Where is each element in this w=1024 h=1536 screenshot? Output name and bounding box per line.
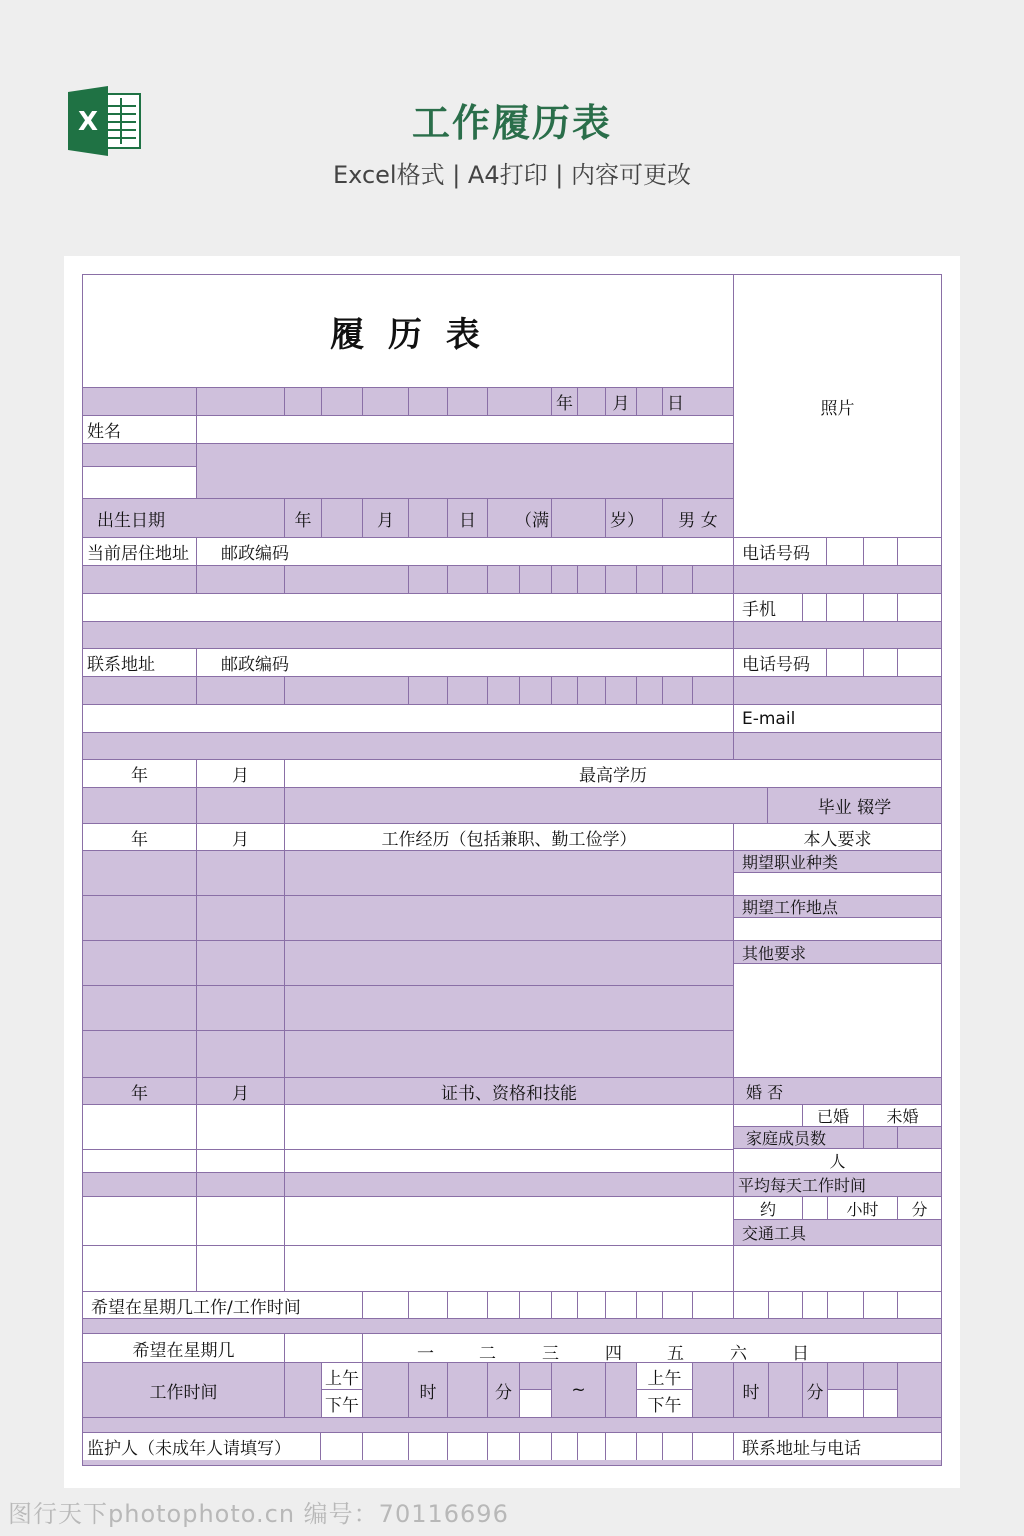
weekday-pref-cell[interactable]: [733, 1291, 769, 1319]
postal-code-cell[interactable]: [636, 676, 663, 705]
date-cell[interactable]: [196, 387, 285, 416]
personal-requirements-header: 本人要求: [733, 823, 942, 851]
postal-code-cell[interactable]: [662, 676, 693, 705]
pm-2-label[interactable]: 下午: [636, 1389, 693, 1418]
work-month-field[interactable]: [196, 940, 285, 986]
date-cell[interactable]: [636, 387, 663, 416]
date-day-label: 日: [662, 387, 734, 416]
work-time-cell[interactable]: [863, 1389, 898, 1418]
guardian-cell[interactable]: [577, 1432, 606, 1461]
work-year-field[interactable]: [82, 940, 197, 986]
cert-year-field[interactable]: [82, 1149, 197, 1173]
postal-code-cell[interactable]: [605, 676, 637, 705]
weekday-sat[interactable]: 六: [730, 1344, 747, 1363]
gender-label[interactable]: 男 女: [662, 498, 734, 538]
family-count-cell[interactable]: [863, 1126, 898, 1149]
weekday-pref-cell[interactable]: [408, 1291, 448, 1319]
cert-field[interactable]: [284, 1196, 734, 1246]
guardian-cell[interactable]: [692, 1432, 734, 1461]
postal-code-cell[interactable]: [82, 676, 197, 705]
postal-code-cell[interactable]: [284, 565, 409, 594]
name-extra-cell[interactable]: [82, 443, 197, 467]
postal-code-cell[interactable]: [519, 565, 552, 594]
weekday-pref-cell[interactable]: [827, 1291, 864, 1319]
work-history-header: 工作经历（包括兼职、勤工俭学）: [284, 823, 734, 851]
weekday-pref-cell[interactable]: [692, 1291, 734, 1319]
weekday-label: 希望在星期几: [82, 1333, 285, 1363]
date-cell[interactable]: [362, 387, 409, 416]
phone-cell[interactable]: [863, 537, 898, 566]
email-label: E-mail: [733, 704, 942, 733]
other-requirements-field[interactable]: [733, 963, 942, 1078]
cert-field[interactable]: [284, 1245, 734, 1292]
cert-field[interactable]: [284, 1104, 734, 1150]
work-time-cell[interactable]: [605, 1362, 637, 1418]
work-time-cell[interactable]: [519, 1362, 552, 1390]
work-history-field[interactable]: [284, 895, 734, 941]
postal-code-cell[interactable]: [577, 565, 606, 594]
mobile-cell[interactable]: [897, 593, 942, 622]
postal-code-cell[interactable]: [82, 565, 197, 594]
hour-label: 时: [408, 1362, 448, 1418]
family-count-label: 家庭成员数: [733, 1126, 864, 1149]
work-year-field[interactable]: [82, 1030, 197, 1078]
guardian-cell[interactable]: [362, 1432, 409, 1461]
weekday-pref-cell[interactable]: [447, 1291, 488, 1319]
work-time-label: 工作时间: [82, 1362, 285, 1418]
date-cell[interactable]: [82, 387, 197, 416]
phone-cell[interactable]: [826, 537, 864, 566]
cert-field[interactable]: [284, 1149, 734, 1173]
name-reading-field[interactable]: [196, 443, 734, 499]
other-requirements-label: 其他要求: [733, 940, 942, 964]
work-time-cell[interactable]: [692, 1362, 734, 1418]
birth-day-label: 日: [447, 498, 488, 538]
contact-address-field[interactable]: [82, 704, 734, 733]
current-address-extra[interactable]: [82, 621, 734, 649]
work-time-cell[interactable]: [447, 1362, 488, 1418]
cert-year-header: 年: [82, 1077, 197, 1105]
weekday-pref-cell[interactable]: [551, 1291, 578, 1319]
am-2-label[interactable]: 上午: [636, 1362, 693, 1390]
work-year-field[interactable]: [82, 850, 197, 896]
weekday-tue[interactable]: 二: [479, 1344, 496, 1363]
certificates-header: 证书、资格和技能: [284, 1077, 734, 1105]
weekday-fri[interactable]: 五: [667, 1344, 684, 1363]
postal-code-cell[interactable]: [284, 676, 409, 705]
mobile-label: 手机: [733, 593, 803, 622]
guardian-cell[interactable]: [408, 1432, 448, 1461]
edu-month-header: 月: [196, 759, 285, 788]
approx-label: 约: [733, 1196, 803, 1220]
person-unit: 人: [733, 1148, 942, 1173]
date-cell[interactable]: [487, 387, 552, 416]
birth-year-field[interactable]: [321, 498, 363, 538]
cert-month-field[interactable]: [196, 1245, 285, 1292]
weekday-pref-cell[interactable]: [863, 1291, 898, 1319]
work-month-field[interactable]: [196, 1030, 285, 1078]
work-time-cell[interactable]: [827, 1389, 864, 1418]
pm-label[interactable]: 下午: [321, 1389, 363, 1418]
cert-year-field[interactable]: [82, 1104, 197, 1150]
svg-text:X: X: [77, 107, 99, 137]
work-history-field[interactable]: [284, 1030, 734, 1078]
phone-cell[interactable]: [897, 537, 942, 566]
desired-location-label: 期望工作地点: [733, 895, 942, 918]
work-time-cell[interactable]: [362, 1362, 409, 1418]
phone-cell[interactable]: [897, 648, 942, 677]
weekday-pref-cell[interactable]: [662, 1291, 693, 1319]
postal-code-cell[interactable]: [447, 565, 488, 594]
work-history-field[interactable]: [284, 940, 734, 986]
cert-year-field[interactable]: [82, 1245, 197, 1292]
weekday-pref-cell[interactable]: [362, 1291, 409, 1319]
date-year-label: 年: [551, 387, 578, 416]
postal-code-cell[interactable]: [487, 565, 520, 594]
graduation-status[interactable]: 毕业 辍学: [767, 787, 942, 824]
postal-code-cell[interactable]: [577, 676, 606, 705]
cert-month-field[interactable]: [196, 1172, 285, 1197]
weekday-thu[interactable]: 四: [605, 1344, 622, 1363]
highest-education-header: 最高学历: [284, 759, 942, 788]
guardian-cell[interactable]: [551, 1432, 578, 1461]
postal-code-cell[interactable]: [487, 676, 520, 705]
birth-month-field[interactable]: [408, 498, 448, 538]
work-year-header: 年: [82, 823, 197, 851]
weekday-pref-cell[interactable]: [519, 1291, 552, 1319]
unmarried-option[interactable]: 未婚: [863, 1104, 942, 1127]
page-title: 工作履历表: [411, 101, 612, 145]
phone-cell[interactable]: [863, 648, 898, 677]
postal-code-cell[interactable]: [692, 565, 734, 594]
weekday-mon[interactable]: 一: [417, 1344, 434, 1363]
age-close-label: 岁）: [605, 498, 663, 538]
phone-extra-cell[interactable]: [733, 565, 942, 594]
work-time-cell[interactable]: [284, 1362, 322, 1418]
guardian-cell[interactable]: [487, 1432, 520, 1461]
education-field[interactable]: [284, 787, 768, 824]
weekday-pref-cell[interactable]: [636, 1291, 663, 1319]
weekday-pref-cell[interactable]: [897, 1291, 942, 1319]
edu-year-field[interactable]: [82, 787, 197, 824]
postal-code-cell[interactable]: [551, 676, 578, 705]
weekday-pref-cell[interactable]: [487, 1291, 520, 1319]
work-year-field[interactable]: [82, 985, 197, 1031]
work-time-cell[interactable]: [827, 1362, 864, 1390]
postal-code-cell[interactable]: [605, 565, 637, 594]
email-field[interactable]: [733, 732, 942, 760]
desired-job-type-field[interactable]: [733, 872, 942, 896]
form-title: 履 历 表: [82, 274, 734, 388]
name-field[interactable]: [196, 415, 734, 444]
postal-code-cell[interactable]: [408, 676, 448, 705]
postal-code-cell[interactable]: [408, 565, 448, 594]
age-open-label: （满: [487, 498, 552, 538]
photo-box[interactable]: 照片: [733, 274, 942, 538]
page-subtitle: Excel格式 | A4打印 | 内容可更改: [333, 161, 691, 189]
date-month-label: 月: [605, 387, 637, 416]
work-month-field[interactable]: [196, 850, 285, 896]
family-count-cell[interactable]: [897, 1126, 942, 1149]
mobile-cell[interactable]: [863, 593, 898, 622]
postal-code-cell[interactable]: [551, 565, 578, 594]
guardian-cell[interactable]: [447, 1432, 488, 1461]
weekday-pref-cell[interactable]: [577, 1291, 606, 1319]
cert-field[interactable]: [284, 1172, 734, 1197]
weekday-sun[interactable]: 日: [792, 1344, 809, 1363]
watermark-text: 图行天下photophoto.cn 编号：70116696: [8, 1500, 509, 1528]
contact-address-extra[interactable]: [82, 732, 734, 760]
cert-year-field[interactable]: [82, 1196, 197, 1246]
cert-month-field[interactable]: [196, 1104, 285, 1150]
cert-year-field[interactable]: [82, 1172, 197, 1197]
birth-date-label: 出生日期: [82, 498, 285, 538]
guardian-label: 监护人（未成年人请填写）: [82, 1432, 321, 1461]
current-address-label: 当前居住地址: [82, 537, 197, 566]
contact-addr-phone-label: 联系地址与电话: [733, 1432, 942, 1461]
work-month-field[interactable]: [196, 895, 285, 941]
work-month-header: 月: [196, 823, 285, 851]
phone-2-label: 电话号码: [733, 648, 827, 677]
age-field[interactable]: [551, 498, 606, 538]
work-year-field[interactable]: [82, 895, 197, 941]
guardian-cell[interactable]: [605, 1432, 637, 1461]
work-history-field[interactable]: [284, 985, 734, 1031]
desired-job-type-label: 期望职业种类: [733, 850, 942, 873]
marriage-label: 婚 否: [733, 1077, 942, 1105]
guardian-cell[interactable]: [662, 1432, 693, 1461]
bottom-edge-row: [82, 1460, 942, 1466]
weekday-blank-cell: [284, 1333, 363, 1363]
hours-field[interactable]: [802, 1196, 828, 1220]
mobile-cell[interactable]: [826, 593, 864, 622]
weekday-row: [362, 1333, 942, 1363]
postal-code-2-label: 邮政编码: [196, 648, 734, 677]
guardian-cell[interactable]: [519, 1432, 552, 1461]
guardian-cell[interactable]: [636, 1432, 663, 1461]
work-time-cell[interactable]: [768, 1362, 803, 1418]
postal-code-cell[interactable]: [519, 676, 552, 705]
marriage-cell[interactable]: [733, 1104, 803, 1127]
name-extra-cell[interactable]: [82, 466, 197, 499]
edu-year-header: 年: [82, 759, 197, 788]
phone-extra-cell[interactable]: [733, 676, 942, 705]
weekday-pref-cell[interactable]: [802, 1291, 828, 1319]
weekday-pref-label: 希望在星期几工作/工作时间: [82, 1291, 363, 1319]
work-time-cell[interactable]: [519, 1389, 552, 1418]
cert-month-header: 月: [196, 1077, 285, 1105]
minutes-unit: 分: [897, 1196, 942, 1220]
avg-hours-label: 平均每天工作时间: [733, 1172, 942, 1197]
desired-location-field[interactable]: [733, 917, 942, 941]
weekday-pref-cell[interactable]: [605, 1291, 637, 1319]
date-cell[interactable]: [408, 387, 448, 416]
date-cell[interactable]: [577, 387, 606, 416]
minute-2-label: 分: [802, 1362, 828, 1418]
married-option[interactable]: 已婚: [802, 1104, 864, 1127]
cert-month-field[interactable]: [196, 1196, 285, 1246]
transport-label: 交通工具: [733, 1219, 942, 1246]
contact-address-label: 联系地址: [82, 648, 197, 677]
postal-code-cell[interactable]: [662, 565, 693, 594]
birth-year-label: 年: [284, 498, 322, 538]
spacer-row: [82, 1417, 942, 1433]
name-label: 姓名: [82, 415, 197, 444]
date-cell[interactable]: [447, 387, 488, 416]
work-time-cell[interactable]: [897, 1362, 942, 1418]
postal-code-cell[interactable]: [447, 676, 488, 705]
date-cell[interactable]: [284, 387, 322, 416]
postal-code-cell[interactable]: [196, 565, 285, 594]
postal-code-cell[interactable]: [636, 565, 663, 594]
birth-month-label: 月: [362, 498, 409, 538]
work-time-cell[interactable]: [863, 1362, 898, 1390]
current-address-field[interactable]: [82, 593, 734, 622]
hour-2-label: 时: [733, 1362, 769, 1418]
work-month-field[interactable]: [196, 985, 285, 1031]
phone-label: 电话号码: [733, 537, 827, 566]
postal-code-label: 邮政编码: [196, 537, 734, 566]
spacer-row: [82, 1318, 942, 1334]
postal-code-cell[interactable]: [196, 676, 285, 705]
edu-month-field[interactable]: [196, 787, 285, 824]
minute-label: 分: [487, 1362, 520, 1418]
transport-field[interactable]: [733, 1245, 942, 1292]
cert-month-field[interactable]: [196, 1149, 285, 1173]
weekday-pref-cell[interactable]: [768, 1291, 803, 1319]
am-label[interactable]: 上午: [321, 1362, 363, 1390]
tilde-label: ~: [551, 1362, 606, 1418]
phone-cell[interactable]: [826, 648, 864, 677]
date-cell[interactable]: [321, 387, 363, 416]
postal-code-cell[interactable]: [692, 676, 734, 705]
resume-form: [82, 274, 942, 1466]
guardian-cell[interactable]: [320, 1432, 363, 1461]
mobile-extra-cell[interactable]: [733, 621, 942, 649]
work-history-field[interactable]: [284, 850, 734, 896]
hours-unit: 小时: [827, 1196, 898, 1220]
mobile-cell[interactable]: [802, 593, 827, 622]
weekday-wed[interactable]: 三: [542, 1344, 559, 1363]
